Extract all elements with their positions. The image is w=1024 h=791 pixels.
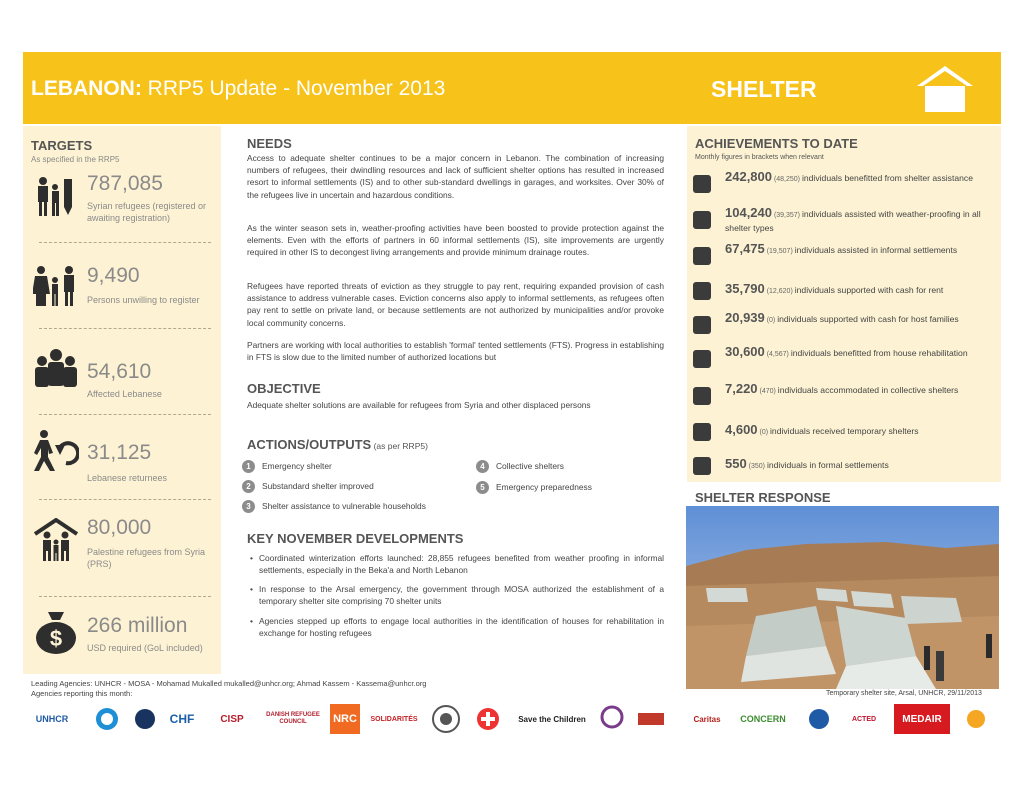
- achievement-text: [725, 282, 995, 298]
- achievement-label: individuals benefitted from shelter assistance: [801, 173, 973, 183]
- needs-paragraph: As the winter season sets in, weather-proofing activities have been boosted to provide protection against the elements. Even with the efforts of partners in 60 informal settlements (IS), site improvements are urgently required in other IS to decongest living arrangements and provide minimum drainage routes.: [247, 223, 664, 258]
- action-item: [476, 460, 564, 473]
- achievement-monthly: (39,357): [772, 212, 802, 219]
- achievement-text: [725, 206, 995, 235]
- action-item: [242, 480, 374, 493]
- achievement-value: 67,475: [725, 241, 765, 256]
- achievement-value: 550: [725, 456, 747, 471]
- shelter-response-heading: SHELTER RESPONSE: [695, 490, 831, 505]
- formal-settlement-icon: [693, 457, 711, 475]
- achievement-label: individuals accommodated in collective shelters: [777, 385, 959, 395]
- red-cross-logo: [474, 704, 502, 734]
- achievement-label: individuals assisted in informal settlements: [794, 245, 958, 255]
- targets-panel: [23, 126, 221, 674]
- action-label: Shelter assistance to vulnerable households: [262, 501, 426, 511]
- temporary-shelter-icon: [693, 423, 711, 441]
- iom-logo: [806, 704, 832, 734]
- house-rehabilitation-icon: [693, 350, 711, 368]
- action-label: Substandard shelter improved: [262, 481, 374, 491]
- divider: [39, 242, 211, 243]
- cisp-logo: CISP: [220, 713, 244, 725]
- medair-logo: MEDAIR: [894, 704, 950, 734]
- development-bullet: • Coordinated winterization efforts launched: 28,855 refugees benefited from weather proofing in informal settlements, especially in the Beka'a and North Lebanon: [247, 552, 664, 576]
- target-value: 787,085: [87, 172, 163, 195]
- action-number: 1: [242, 460, 255, 473]
- achievement-label: individuals supported with cash for rent: [794, 285, 944, 295]
- divider: [39, 499, 211, 500]
- action-number: 4: [476, 460, 489, 473]
- divider: [39, 414, 211, 415]
- target-label: Syrian refugees (registered or awaiting registration): [87, 201, 207, 223]
- action-item: [242, 500, 426, 513]
- achievements-heading: ACHIEVEMENTS TO DATE: [695, 136, 858, 151]
- achievement-value: 4,600: [725, 422, 758, 437]
- target-label: USD required (GoL included): [87, 643, 203, 653]
- collective-shelter-icon: [693, 387, 711, 405]
- leading-agencies: Leading Agencies: UNHCR - MOSA - Mohamad Mukalled mukalled@unhcr.org; Ahmad Kassem - Kassema@unhcr.org: [31, 679, 427, 688]
- action-number: 3: [242, 500, 255, 513]
- reporting-agencies-label: Agencies reporting this month:: [31, 689, 133, 698]
- shelter-site-photo: [686, 506, 999, 689]
- cash-for-rent-icon: [693, 282, 711, 300]
- main-column: [229, 126, 681, 672]
- target-value: 266 million: [87, 614, 188, 637]
- achievement-monthly: (470): [757, 388, 778, 395]
- informal-settlement-icon: [693, 247, 711, 265]
- ngo-logo: [632, 704, 670, 734]
- action-label: Collective shelters: [496, 461, 564, 471]
- solidarites-logo: SOLIDARITÉS: [370, 715, 418, 723]
- divider: [39, 328, 211, 329]
- achievement-text: [725, 457, 995, 473]
- returnee-icon: [33, 429, 79, 473]
- target-label: Palestine refugees from Syria (PRS): [87, 547, 206, 569]
- objective-heading: OBJECTIVE: [247, 381, 321, 396]
- host-family-icon: [693, 316, 711, 334]
- actions-note: (as per RRP5): [371, 441, 428, 451]
- target-label: Persons unwilling to register: [87, 295, 200, 305]
- header-banner: [23, 52, 1001, 124]
- country-name: LEBANON:: [31, 77, 142, 100]
- achievement-value: 20,939: [725, 310, 765, 325]
- family-with-pencil-icon: [33, 175, 79, 219]
- action-item: [242, 460, 332, 473]
- achievement-text: [725, 242, 995, 258]
- achievement-monthly: (19,507): [764, 248, 795, 255]
- action-label: Emergency shelter: [262, 461, 332, 471]
- achievement-label: individuals assisted with weather-proofing in all shelter types: [725, 209, 981, 233]
- achievement-monthly: (0): [764, 317, 778, 324]
- targets-heading: TARGETS: [31, 138, 93, 153]
- developments-heading: KEY NOVEMBER DEVELOPMENTS: [247, 531, 464, 546]
- actions-title: ACTIONS/OUTPUTS: [247, 437, 372, 452]
- development-bullet: • Agencies stepped up efforts to engage local authorities in the identification of houses for rehabilitation in exchange for hosting refugees: [247, 615, 664, 639]
- achievement-label: individuals in formal settlements: [766, 460, 889, 470]
- money-bag-icon: [33, 610, 79, 654]
- target-value: 31,125: [87, 441, 152, 464]
- achievement-text: [725, 423, 995, 439]
- sun-logo: [962, 704, 990, 734]
- family-icon: [33, 264, 79, 308]
- update-title: RRP5 Update - November 2013: [141, 77, 446, 100]
- sector-title: SHELTER: [711, 76, 817, 102]
- page-title: [31, 77, 445, 101]
- acted-logo: [132, 704, 158, 734]
- chf-logo: CHF: [169, 712, 195, 726]
- achievement-value: 35,790: [725, 281, 765, 296]
- seal-logo: [430, 704, 462, 734]
- svg-text:$: $: [49, 626, 63, 651]
- achievement-text: [725, 345, 995, 361]
- target-label: Affected Lebanese: [87, 389, 162, 399]
- target-value: 80,000: [87, 516, 152, 539]
- achievement-text: [725, 382, 995, 398]
- action-label: Emergency preparedness: [496, 482, 592, 492]
- unicef-logo: [94, 704, 120, 734]
- needs-paragraph: Access to adequate shelter continues to be a major concern in Lebanon. The combination of increasing numbers of refugees, their dwindling resources and lack of sufficient shelter options has resulted in increased resort to informal settlements (IS) and to other sub-standard dwellings in garages, and worksites. Over 30% of the refugees live in uncertain and hazardous conditions.: [247, 153, 664, 200]
- action-number: 2: [242, 480, 255, 493]
- achievement-label: individuals supported with cash for host families: [777, 314, 959, 324]
- footer-lead: [31, 679, 426, 699]
- achievements-note: Monthly figures in brackets when relevant: [695, 154, 824, 161]
- wreath-logo: [598, 704, 626, 734]
- weatherproofing-icon: [693, 211, 711, 229]
- achievement-text: [725, 170, 995, 186]
- achievement-monthly: (350): [746, 463, 767, 470]
- action-number: 5: [476, 481, 489, 494]
- crowd-icon: [33, 348, 79, 392]
- concern-logo: CONCERN: [740, 714, 786, 724]
- save-the-children-logo: Save the Children: [518, 714, 586, 724]
- achievement-label: individuals benefitted from house rehabilitation: [790, 348, 968, 358]
- actions-heading: [247, 437, 428, 452]
- acted-text-logo: ACTED: [851, 715, 877, 723]
- caritas-logo: Caritas: [693, 714, 721, 724]
- achievements-panel: [687, 126, 1001, 482]
- achievement-text: [725, 311, 995, 327]
- nrc-logo: NRC: [330, 704, 360, 734]
- tent-icon: [693, 175, 711, 193]
- achievement-monthly: (4,567): [764, 351, 791, 358]
- target-value: 9,490: [87, 264, 140, 287]
- needs-paragraph: Refugees have reported threats of eviction as they struggle to pay rent, requiring expanded provision of cash assistance to address vulnerable cases. Eviction concerns also apply to informal settlements, as refugees often pay rent to settle on private land, or because settlements are not authorized by municipalities and/or provoke local community concerns.: [247, 281, 664, 328]
- unhcr-logo: UNHCR: [35, 714, 69, 724]
- needs-heading: NEEDS: [247, 136, 292, 151]
- shelter-family-icon: [33, 518, 79, 562]
- partner-logos: [22, 704, 1002, 738]
- targets-subheading: As specified in the RRP5: [31, 155, 120, 164]
- achievement-value: 104,240: [725, 205, 772, 220]
- drc-logo: DANISH REFUGEE COUNCIL: [266, 712, 320, 725]
- divider: [39, 596, 211, 597]
- house-icon: [915, 64, 975, 114]
- achievement-label: individuals received temporary shelters: [770, 426, 919, 436]
- development-bullet: • In response to the Arsal emergency, the government through MOSA authorized the establishment of a temporary shelter site comprising 70 shelter units: [247, 583, 664, 607]
- achievement-value: 7,220: [725, 381, 758, 396]
- page: [23, 52, 1001, 124]
- achievement-monthly: (12,620): [764, 288, 795, 295]
- action-item: [476, 481, 592, 494]
- achievement-monthly: (0): [757, 429, 770, 436]
- objective-text: Adequate shelter solutions are available for refugees from Syria and other displaced persons: [247, 400, 591, 410]
- target-label: Lebanese returnees: [87, 473, 168, 483]
- photo-caption: Temporary shelter site, Arsal, UNHCR, 29/11/2013: [826, 690, 982, 697]
- needs-paragraph: Partners are working with local authorities to establish 'formal' tented settlements (FTS). Progress in establishing in FTS is slow due to the limited number of authorized locations but: [247, 340, 664, 363]
- achievement-value: 242,800: [725, 169, 772, 184]
- achievement-value: 30,600: [725, 344, 765, 359]
- target-value: 54,610: [87, 360, 152, 383]
- achievement-monthly: (48,250): [772, 176, 802, 183]
